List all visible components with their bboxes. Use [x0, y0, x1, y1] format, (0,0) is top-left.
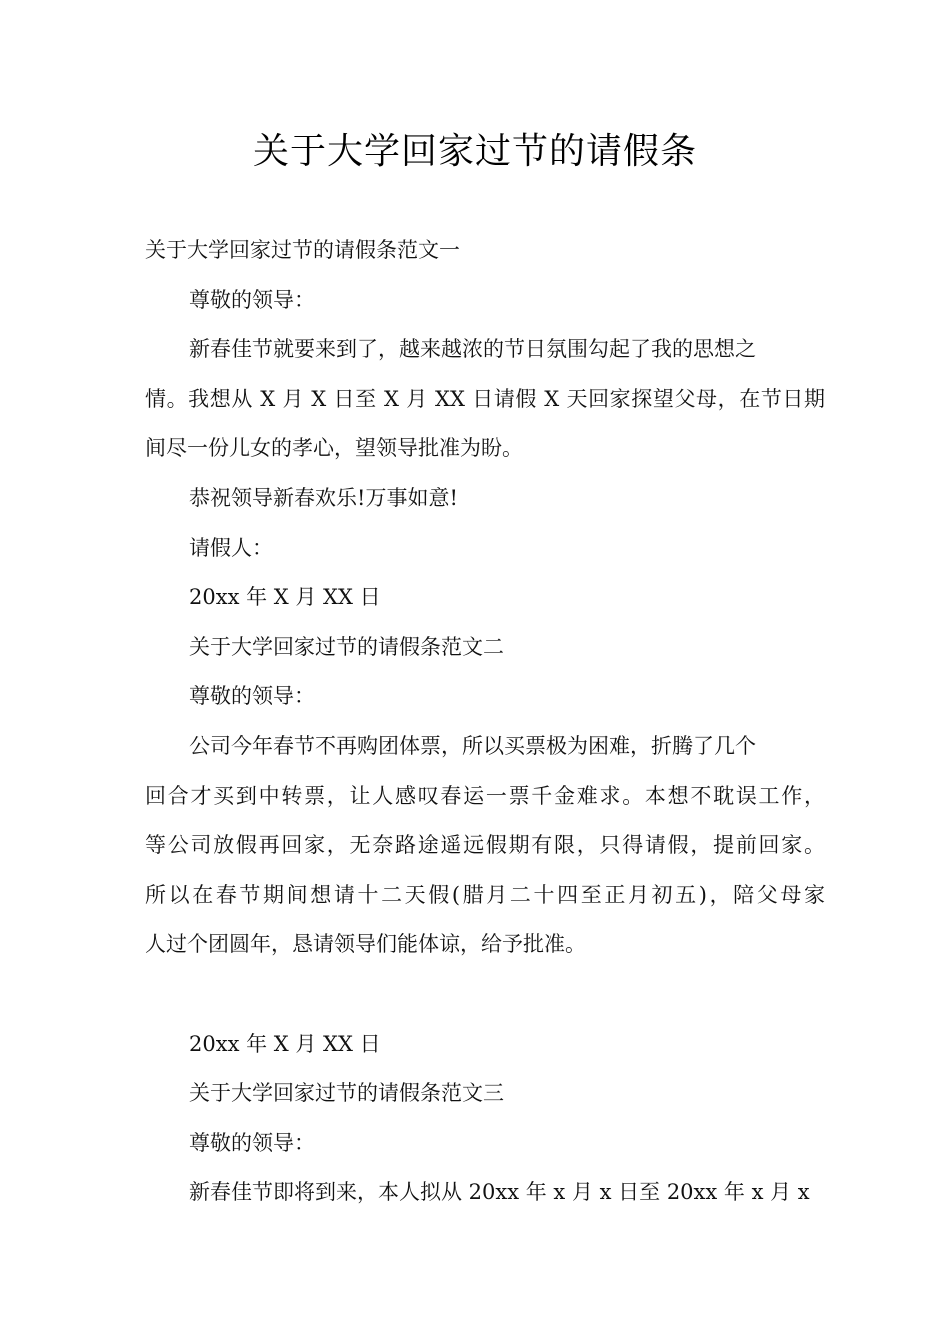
document-title: 关于大学回家过节的请假条: [252, 131, 697, 172]
paragraph-line: 间尽一份儿女的孝心，望领导批准为盼。: [145, 436, 523, 461]
paragraph-line: 新春佳节即将到来，本人拟从 20xx 年 x 月 x 日至 20xx 年 x 月 x: [189, 1180, 810, 1205]
paragraph-line: 情。我想从 X 月 X 日至 X 月 XX 日请假 X 天回家探望父母，在节日期: [145, 386, 825, 411]
section-heading-1: 关于大学回家过节的请假条范文一: [145, 238, 460, 262]
section-heading-2: 关于大学回家过节的请假条范文二: [189, 634, 504, 659]
paragraph-line: 新春佳节就要来到了，越来越浓的节日氛围勾起了我的思想之: [189, 337, 756, 362]
paragraph-line: 人过个团圆年，恳请领导们能体谅，给予批准。: [145, 932, 586, 957]
paragraph-line: 公司今年春节不再购团体票，所以买票极为困难，折腾了几个: [189, 733, 756, 758]
section-heading-3: 关于大学回家过节的请假条范文三: [189, 1081, 504, 1106]
date-line-2: 20xx 年 X 月 XX 日: [189, 1031, 381, 1056]
document-body: [145, 226, 825, 1218]
salutation-3: 尊敬的领导：: [189, 1130, 315, 1155]
paragraph-line: 回合才买到中转票，让人感叹春运一票千金难求。本想不耽误工作，: [145, 783, 825, 808]
paragraph-line: 等公司放假再回家，无奈路途遥远假期有限，只得请假，提前回家。: [145, 833, 825, 858]
greeting-line: 恭祝领导新春欢乐!万事如意!: [189, 485, 458, 510]
blank-line: [145, 970, 825, 1020]
date-line-1: 20xx 年 X 月 XX 日: [189, 585, 381, 610]
paragraph-line: 所以在春节期间想请十二天假(腊月二十四至正月初五)，陪父母家: [145, 882, 825, 907]
applicant-label: 请假人：: [189, 535, 273, 560]
salutation-1: 尊敬的领导：: [189, 287, 315, 312]
salutation-2: 尊敬的领导：: [189, 684, 315, 709]
